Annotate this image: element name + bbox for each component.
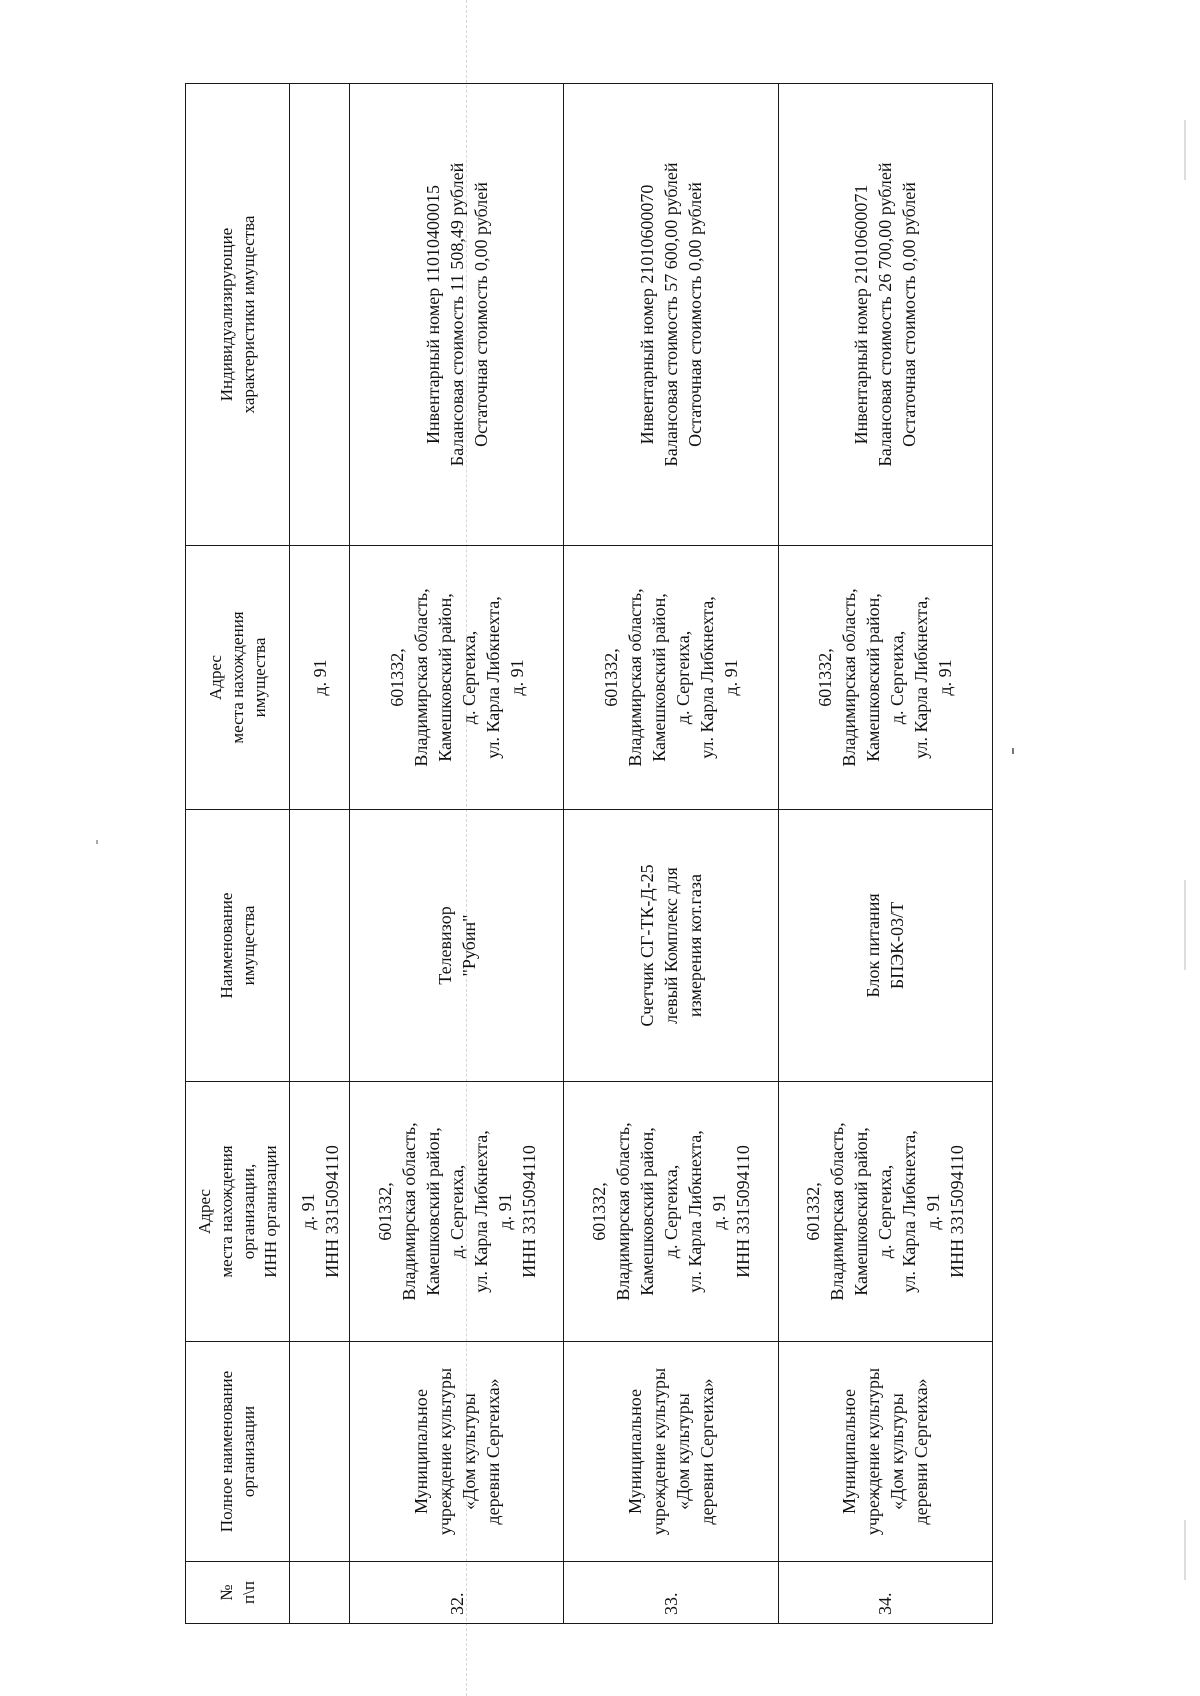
table-header-row	[186, 84, 290, 1624]
header-org-name: Полное наименование организации	[186, 1342, 290, 1562]
scan-edge-mark	[1184, 120, 1186, 180]
header-property-address: Адрес места нахождения имущества	[186, 546, 290, 810]
cell-property-name	[290, 810, 350, 1082]
cell-property-address: д. 91	[290, 546, 350, 810]
cell-characteristics	[290, 84, 350, 546]
scan-artifact-dot	[1012, 748, 1014, 754]
cell-org-address: 601332, Владимирская область, Камешковский район, д. Сергеиха, ул. Карла Либкнехта, д. 91 ИНН 3315094110	[350, 1082, 564, 1342]
scan-artifact-dot	[96, 840, 98, 844]
cell-characteristics: Инвентарный номер 21010600071 Балансовая стоимость 26 700,00 рублей Остаточная стоимость 0,00 рублей	[778, 84, 992, 546]
header-org-address: Адрес места нахождения организации, ИНН организации	[186, 1082, 290, 1342]
rotated-table-container	[185, 84, 993, 1624]
scan-edge-mark	[1184, 880, 1186, 970]
cell-property-name: Телевизор "Рубин"	[350, 810, 564, 1082]
cell-org-name: Муниципальное учреждение культуры «Дом культуры деревни Сергеиха»	[350, 1342, 564, 1562]
cell-characteristics: Инвентарный номер 21010600070 Балансовая стоимость 57 600,00 рублей Остаточная стоимость 0,00 рублей	[564, 84, 778, 546]
cell-org-address: 601332, Владимирская область, Камешковский район, д. Сергеиха, ул. Карла Либкнехта, д. 91 ИНН 3315094110	[778, 1082, 992, 1342]
cell-characteristics: Инвентарный номер 11010400015 Балансовая стоимость 11 508,49 рублей Остаточная стоимость 0,00 рублей	[350, 84, 564, 546]
table-row	[778, 84, 992, 1624]
cell-property-name: Блок питания БПЭК-03/Т	[778, 810, 992, 1082]
cell-num	[290, 1562, 350, 1624]
header-property-name: Наименование имущества	[186, 810, 290, 1082]
cell-org-address: д. 91 ИНН 3315094110	[290, 1082, 350, 1342]
cell-num: 34.	[778, 1562, 992, 1624]
header-num: № п\п	[186, 1562, 290, 1624]
cell-property-address: 601332, Владимирская область, Камешковский район, д. Сергеиха, ул. Карла Либкнехта, д. 91	[564, 546, 778, 810]
table-row	[564, 84, 778, 1624]
scan-edge-mark	[1184, 1520, 1186, 1580]
cell-property-address: 601332, Владимирская область, Камешковский район, д. Сергеиха, ул. Карла Либкнехта, д. 91	[778, 546, 992, 810]
table-row	[350, 84, 564, 1624]
cell-org-name: Муниципальное учреждение культуры «Дом культуры деревни Сергеиха»	[778, 1342, 992, 1562]
cell-num: 33.	[564, 1562, 778, 1624]
property-registry-table	[185, 83, 993, 1624]
header-characteristics: Индивидуализирующие характеристики имущества	[186, 84, 290, 546]
cell-property-name: Счетчик СГ-ТК-Д-25 левый Комплекс для измерения кот.газа	[564, 810, 778, 1082]
cell-property-address: 601332, Владимирская область, Камешковский район, д. Сергеиха, ул. Карла Либкнехта, д. 91	[350, 546, 564, 810]
cell-org-address: 601332, Владимирская область, Камешковский район, д. Сергеиха, ул. Карла Либкнехта, д. 91 ИНН 3315094110	[564, 1082, 778, 1342]
continuation-row	[290, 84, 350, 1624]
cell-num: 32.	[350, 1562, 564, 1624]
cell-org-name	[290, 1342, 350, 1562]
cell-org-name: Муниципальное учреждение культуры «Дом культуры деревни Сергеиха»	[564, 1342, 778, 1562]
